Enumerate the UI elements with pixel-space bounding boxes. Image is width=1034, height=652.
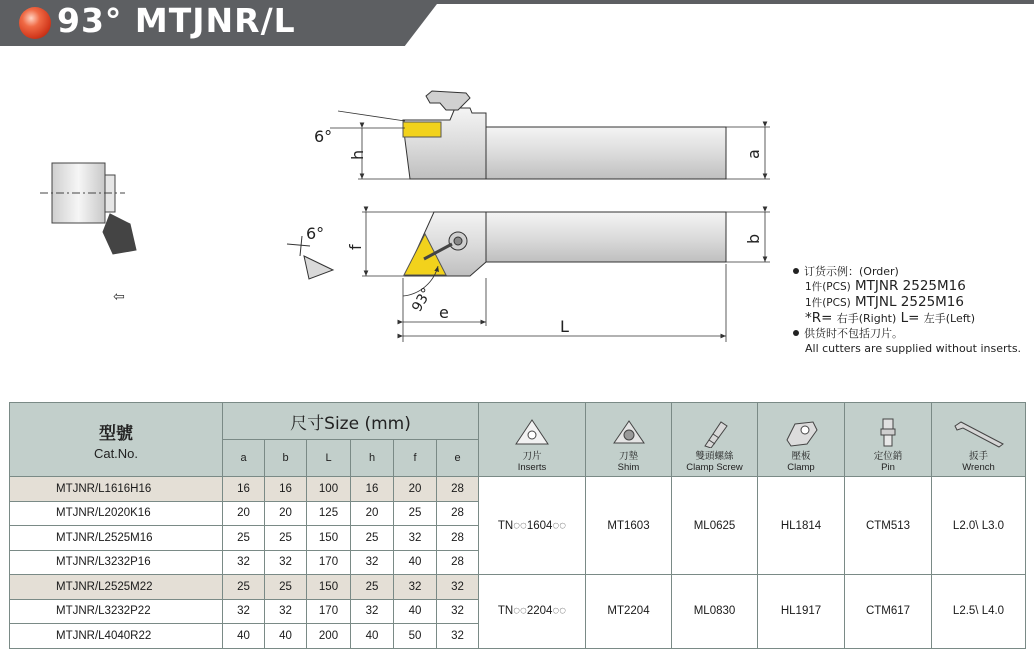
shim-header-cn: 刀墊 [618, 451, 638, 462]
cat-no: MTJNR/L2525M22 [10, 575, 223, 600]
cat-no: MTJNR/L2020K16 [10, 501, 223, 526]
screw-header [672, 403, 758, 477]
cell-f: 32 [394, 575, 437, 600]
cat-header [10, 403, 223, 477]
insert-icon [512, 416, 552, 448]
direction-arrow: ⇦ [113, 289, 125, 305]
order-r: *R= [805, 310, 837, 326]
cat-header-en: Cat.No. [93, 445, 139, 461]
angle-main-label: 93° [409, 285, 436, 315]
screw-cell: ML0625 [672, 477, 758, 575]
wrench-icon [949, 416, 1009, 448]
cell-a: 32 [223, 550, 265, 575]
cell-e: 28 [437, 477, 479, 502]
dim-header-e: e [437, 440, 479, 477]
screw-header-en: Clamp Screw [686, 462, 743, 473]
cat-header-cn: 型號 [99, 423, 133, 444]
clamp-header-en: Clamp [787, 462, 815, 473]
dim-e-label: e [439, 303, 449, 322]
cell-h: 40 [351, 624, 394, 649]
clamp-cell: HL1814 [758, 477, 845, 575]
order-pcs2: (PCS) [822, 297, 851, 309]
pin-cell: CTM617 [845, 575, 932, 649]
cell-a: 40 [223, 624, 265, 649]
wrench-header-cn: 扳手 [968, 451, 988, 462]
wrench-cell: L2.0\ L3.0 [932, 477, 1026, 575]
cell-e: 28 [437, 526, 479, 551]
order-line1: 订货示例：(Order) [804, 265, 899, 278]
cell-L: 170 [307, 599, 351, 624]
cat-no: MTJNR/L1616H16 [10, 477, 223, 502]
order-line6: All cutters are supplied without inserts. [805, 342, 1022, 355]
cell-a: 20 [223, 501, 265, 526]
spec-table [9, 402, 1026, 649]
cat-no: MTJNR/L3232P16 [10, 550, 223, 575]
cell-a: 16 [223, 477, 265, 502]
cell-f: 32 [394, 526, 437, 551]
insert-cell: TN◌◌2204◌◌ [479, 575, 586, 649]
workpiece-sketch [40, 163, 136, 254]
insert-header-cn: 刀片 [522, 451, 542, 462]
order-qty1: 1件 [805, 281, 823, 293]
cell-f: 40 [394, 599, 437, 624]
wrench-header-en: Wrench [962, 462, 995, 473]
cell-L: 125 [307, 501, 351, 526]
clamp-screw-icon [695, 416, 735, 448]
cat-no: MTJNR/L4040R22 [10, 624, 223, 649]
dim-h-label: h [348, 149, 367, 160]
order-qty2: 1件 [805, 297, 823, 309]
cell-e: 32 [437, 599, 479, 624]
pin-header-cn: 定位銷 [873, 451, 903, 462]
cell-L: 200 [307, 624, 351, 649]
cell-h: 25 [351, 575, 394, 600]
wrench-header [932, 403, 1026, 477]
cell-b: 32 [265, 550, 307, 575]
tool-plan-view [404, 212, 726, 276]
cell-a: 25 [223, 575, 265, 600]
cell-f: 25 [394, 501, 437, 526]
bullet-icon [793, 330, 799, 336]
pin-cell: CTM513 [845, 477, 932, 575]
cell-f: 20 [394, 477, 437, 502]
shim-cell: MT1603 [586, 477, 672, 575]
order-code2: MTJNL 2525M16 [850, 294, 964, 310]
table-row [10, 477, 1026, 502]
cell-a: 25 [223, 526, 265, 551]
pin-header [845, 403, 932, 477]
dim-header-a: a [223, 440, 265, 477]
order-l-val: 左手(Left) [923, 312, 975, 325]
table-row [10, 575, 1026, 600]
cell-L: 150 [307, 526, 351, 551]
cell-f: 50 [394, 624, 437, 649]
dim-b-label: b [744, 233, 763, 244]
tool-top-view [403, 91, 726, 179]
cell-h: 16 [351, 477, 394, 502]
order-l: L= [896, 310, 924, 326]
shim-header-en: Shim [617, 462, 640, 473]
shim-cell: MT2204 [586, 575, 672, 649]
order-note [793, 264, 1021, 356]
cell-f: 40 [394, 550, 437, 575]
dim-header-f: f [394, 440, 437, 477]
pin-header-en: Pin [881, 462, 895, 473]
cell-L: 150 [307, 575, 351, 600]
shim-icon [609, 416, 649, 448]
insert-header [479, 403, 586, 477]
cell-h: 20 [351, 501, 394, 526]
insert-cell: TN◌◌1604◌◌ [479, 477, 586, 575]
dim-f-label: f [346, 244, 365, 250]
screw-cell: ML0830 [672, 575, 758, 649]
screw-header-cn: 雙頭螺絲 [695, 451, 734, 462]
pin-icon [868, 416, 908, 448]
dim-a-label: a [744, 149, 763, 159]
size-header: 尺寸Size (mm) [223, 403, 479, 440]
cell-b: 16 [265, 477, 307, 502]
order-line5: 供货时不包括刀片。 [804, 327, 903, 340]
angle-top-label: 6° [314, 127, 333, 146]
page-title: 93° MTJNR/L [57, 1, 296, 40]
cell-L: 170 [307, 550, 351, 575]
cell-a: 32 [223, 599, 265, 624]
bullet-icon [793, 268, 799, 274]
order-r-val: 右手(Right) [836, 312, 897, 325]
dim-header-L: L [307, 440, 351, 477]
dim-L-label: L [560, 317, 569, 336]
clamp-header-cn: 壓板 [791, 451, 811, 462]
cell-e: 28 [437, 550, 479, 575]
insert-header-en: Inserts [517, 462, 547, 473]
order-code1: MTJNR 2525M16 [850, 278, 966, 294]
cell-h: 32 [351, 599, 394, 624]
dim-header-b: b [265, 440, 307, 477]
cell-L: 100 [307, 477, 351, 502]
clamp-icon [781, 416, 821, 448]
cell-b: 20 [265, 501, 307, 526]
cat-no: MTJNR/L2525M16 [10, 526, 223, 551]
shim-header [586, 403, 672, 477]
cell-e: 32 [437, 624, 479, 649]
cell-h: 25 [351, 526, 394, 551]
header-ball-icon [19, 7, 51, 39]
cat-no: MTJNR/L3232P22 [10, 599, 223, 624]
order-pcs1: (PCS) [822, 281, 851, 293]
cell-b: 32 [265, 599, 307, 624]
cell-b: 25 [265, 575, 307, 600]
wrench-cell: L2.5\ L4.0 [932, 575, 1026, 649]
clamp-cell: HL1917 [758, 575, 845, 649]
cell-b: 25 [265, 526, 307, 551]
angle-side-label: 6° [306, 224, 325, 243]
cell-b: 40 [265, 624, 307, 649]
clamp-header [758, 403, 845, 477]
dim-header-h: h [351, 440, 394, 477]
cell-h: 32 [351, 550, 394, 575]
cell-e: 28 [437, 501, 479, 526]
cell-e: 32 [437, 575, 479, 600]
